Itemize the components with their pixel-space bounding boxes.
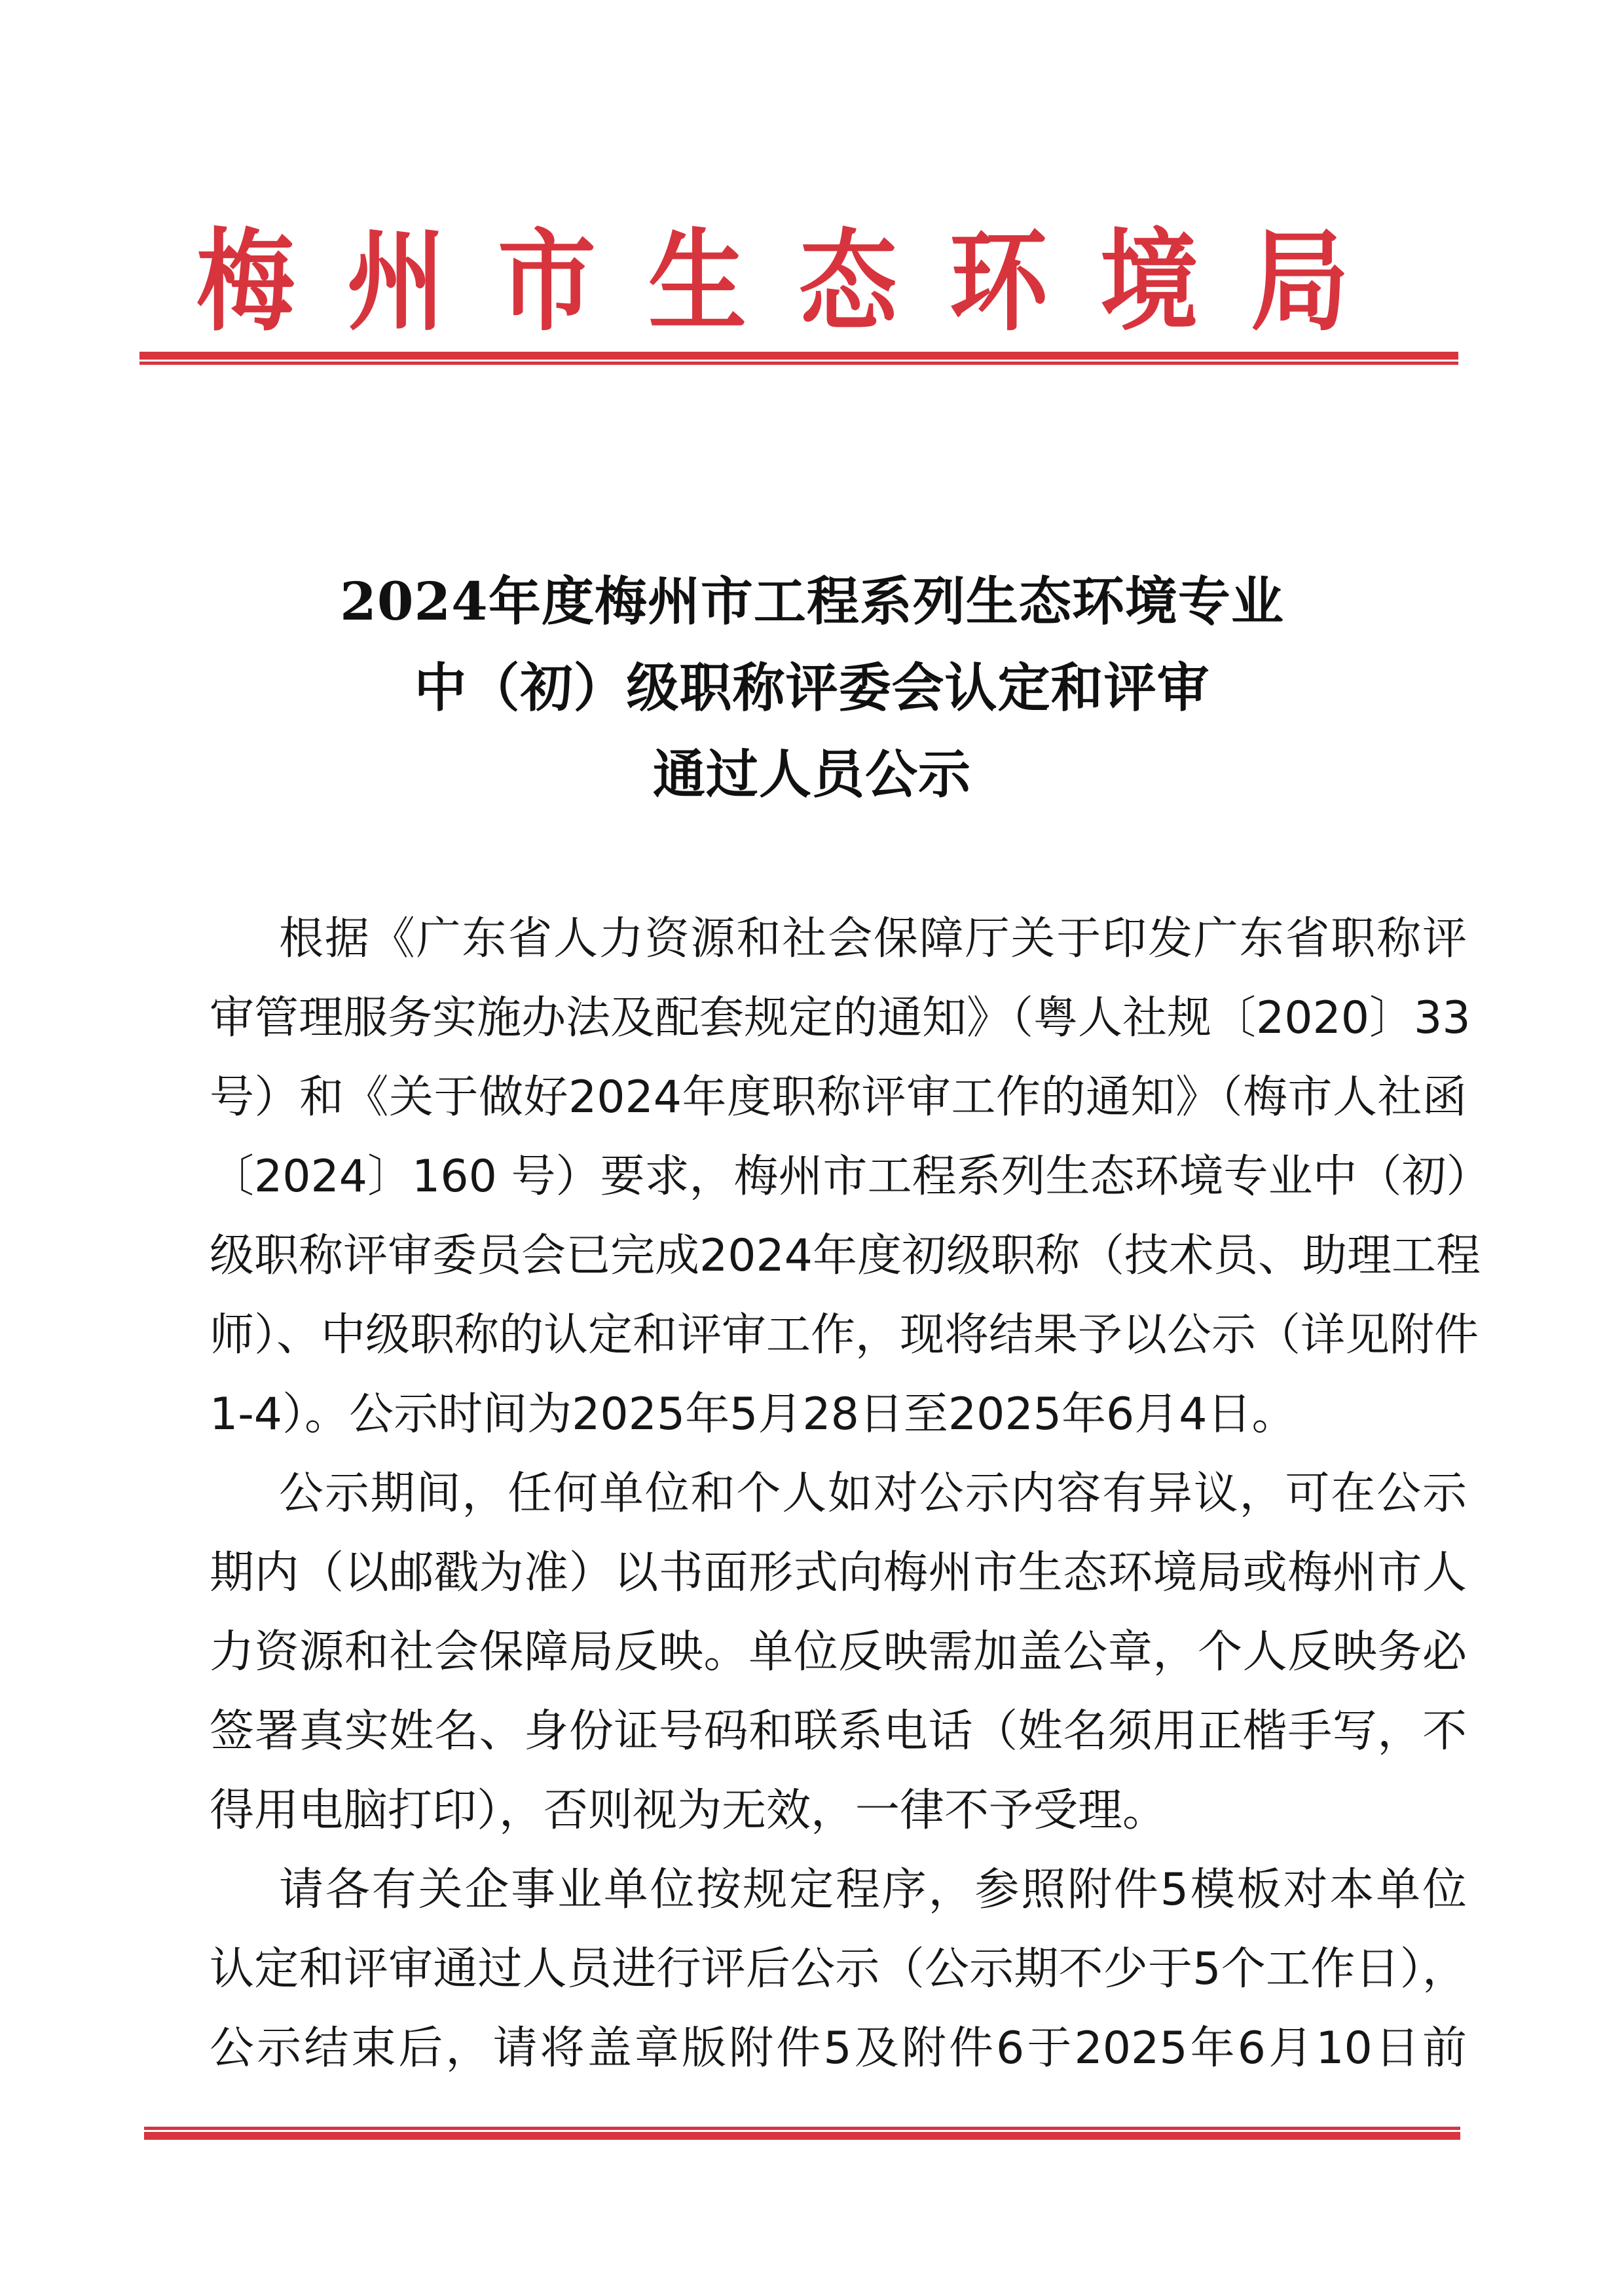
masthead-char: 态: [798, 217, 897, 346]
title-line: 2024年度梅州市工程系列生态环境专业: [340, 570, 1284, 632]
paragraph-objection: [210, 1454, 1473, 1850]
title-line: 中（初）级职称评委会认定和评审: [414, 657, 1210, 718]
body-line: 号）和《关于做好2024年度职称评审工作的通知》（梅市人社函: [210, 1072, 1467, 1123]
masthead-char: 市: [497, 217, 596, 346]
header-red-rule-thick: [139, 352, 1458, 360]
body-line: 期内（以邮戳为准）以书面形式向梅州市生态环境局或梅州市人: [210, 1547, 1467, 1599]
body-line: 得用电脑打印），否则视为无效，一律不予受理。: [210, 1785, 1168, 1837]
body-line: 认定和评审通过人员进行评后公示（公示期不少于5个工作日），: [210, 1943, 1467, 1995]
masthead-char: 梅: [196, 217, 295, 346]
paragraph-basis: [210, 899, 1491, 1454]
body-line: 请各有关企事业单位按规定程序，参照附件5模板对本单位: [279, 1864, 1467, 1916]
footer-red-rule-thick: [144, 2132, 1460, 2140]
masthead-char: 州: [346, 217, 445, 346]
title-line: 通过人员公示: [653, 743, 971, 805]
masthead-char: 生: [648, 217, 747, 346]
body-line: 师）、中级职称的认定和评审工作，现将结果予以公示（详见附件: [210, 1309, 1479, 1361]
body-line: 审管理服务实施办法及配套规定的通知》（粤人社规〔2020〕33: [210, 992, 1471, 1044]
body-line: 根据《广东省人力资源和社会保障厅关于印发广东省职称评: [279, 913, 1467, 965]
body-line: 签署真实姓名、身份证号码和联系电话（姓名须用正楷手写，不: [210, 1706, 1467, 1757]
masthead-char: 局: [1250, 217, 1349, 346]
body-line: 〔2024〕160 号）要求，梅州市工程系列生态环境专业中（初）: [210, 1151, 1491, 1203]
masthead-char: 境: [1099, 217, 1198, 346]
body-line: 公示结束后，请将盖章版附件5及附件6于2025年6月10日前: [210, 2023, 1467, 2074]
document-title: [0, 558, 1624, 817]
paragraph-instructions: [210, 1850, 1473, 2088]
document-body: [210, 899, 1491, 2088]
masthead-char: 环: [949, 217, 1048, 346]
body-line: 1-4）。公示时间为2025年5月28日至2025年6月4日。: [210, 1389, 1297, 1440]
body-line: 公示期间，任何单位和个人如对公示内容有异议，可在公示: [279, 1468, 1467, 1520]
body-line: 力资源和社会保障局反映。单位反映需加盖公章，个人反映务必: [210, 1626, 1467, 1678]
issuer-masthead: [196, 217, 1349, 346]
header-red-rule-thin: [139, 362, 1458, 365]
body-line: 级职称评审委员会已完成2024年度初级职称（技术员、助理工程: [210, 1230, 1481, 1282]
footer-red-rule-thin: [144, 2127, 1460, 2130]
